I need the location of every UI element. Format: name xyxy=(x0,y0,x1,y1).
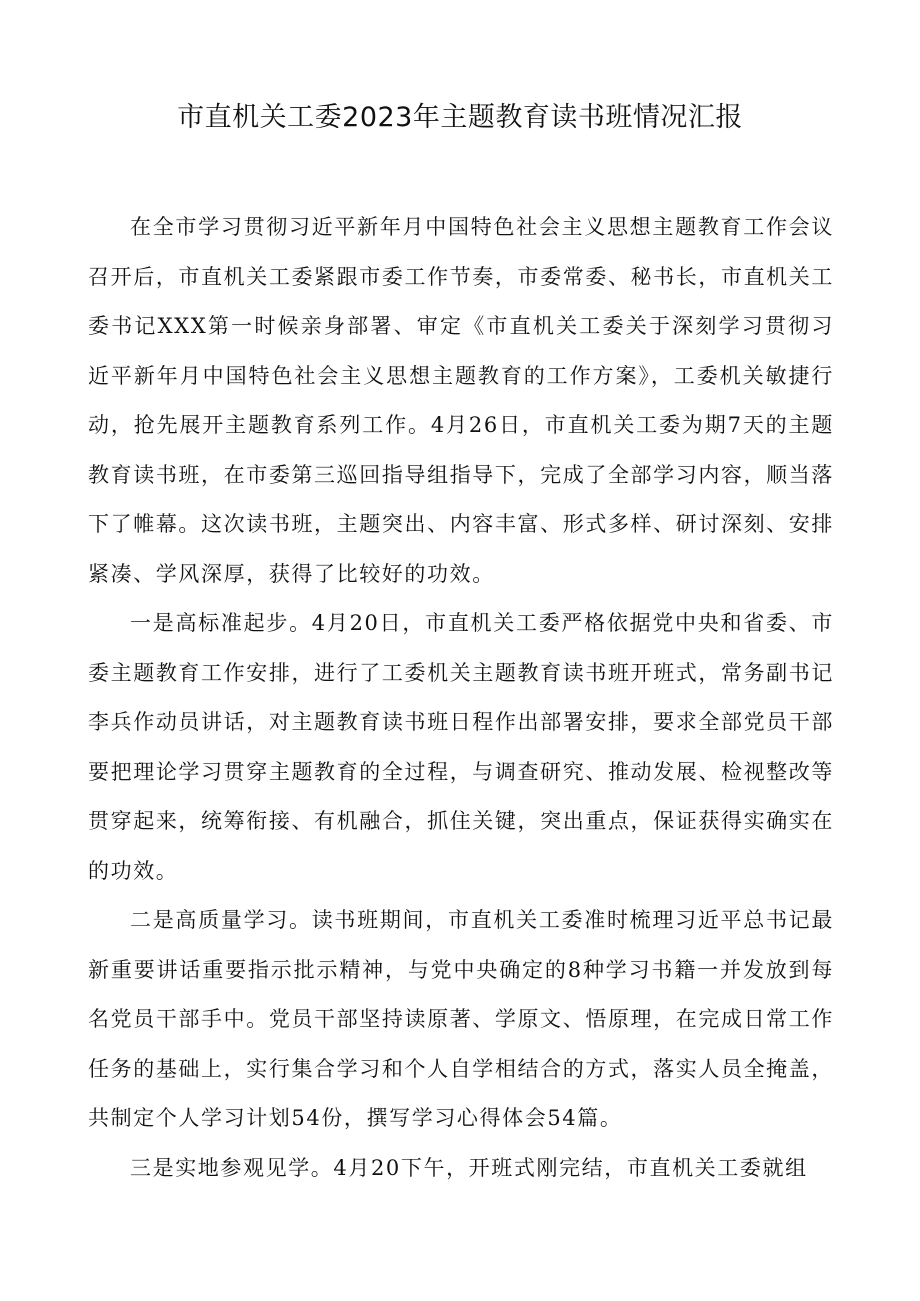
paragraph-high-quality-study: 二是高质量学习。读书班期间，市直机关工委准时梳理习近平总书记最新重要讲话重要指示批示精神，与党中央确定的8种学习书籍一并发放到每名党员干部手中。党员干部坚持读原著、学原文、悟原理，在完成日常工作任务的基础上，实行集合学习和个人自学相结合的方式，落实人员全掩盖，共制定个人学习计划54份，撰写学习心得体会54篇。 xyxy=(88,908,834,1130)
paragraph-intro: 在全市学习贯彻习近平新年月中国特色社会主义思想主题教育工作会议召开后，市直机关工委紧跟市委工作节奏，市委常委、秘书长，市直机关工委书记XXX第一时候亲身部署、审定《市直机关工委关于深刻学习贯彻习近平新年月中国特色社会主义思想主题教育的工作方案》，工委机关敏捷行动，抢先展开主题教育系列工作。4月26日，市直机关工委为期7天的主题教育读书班，在市委第三巡回指导组指导下，完成了全部学习内容，顺当落下了帷幕。这次读书班，主题突出、内容丰富、形式多样、研讨深刻、安排紧凑、学风深厚，获得了比较好的功效。 xyxy=(88,215,834,586)
paragraph-site-visit: 三是实地参观见学。4月20下午，开班式刚完结，市直机关工委就组 xyxy=(130,1155,808,1180)
document-title: 市直机关工委2023年主题教育读书班情况汇报 xyxy=(177,102,743,133)
paragraph-high-standard-start: 一是高标准起步。4月20日，市直机关工委严格依据党中央和省委、市委主题教育工作安排，进行了工委机关主题教育读书班开班式，常务副书记李兵作动员讲话，对主题教育读书班日程作出部署安排，要求全部党员干部要把理论学习贯穿主题教育的全过程，与调查研究、推动发展、检视整改等贯穿起来，统筹衔接、有机融合，抓住关键，突出重点，保证获得实确实在的功效。 xyxy=(88,611,834,883)
document-body xyxy=(88,203,834,1193)
